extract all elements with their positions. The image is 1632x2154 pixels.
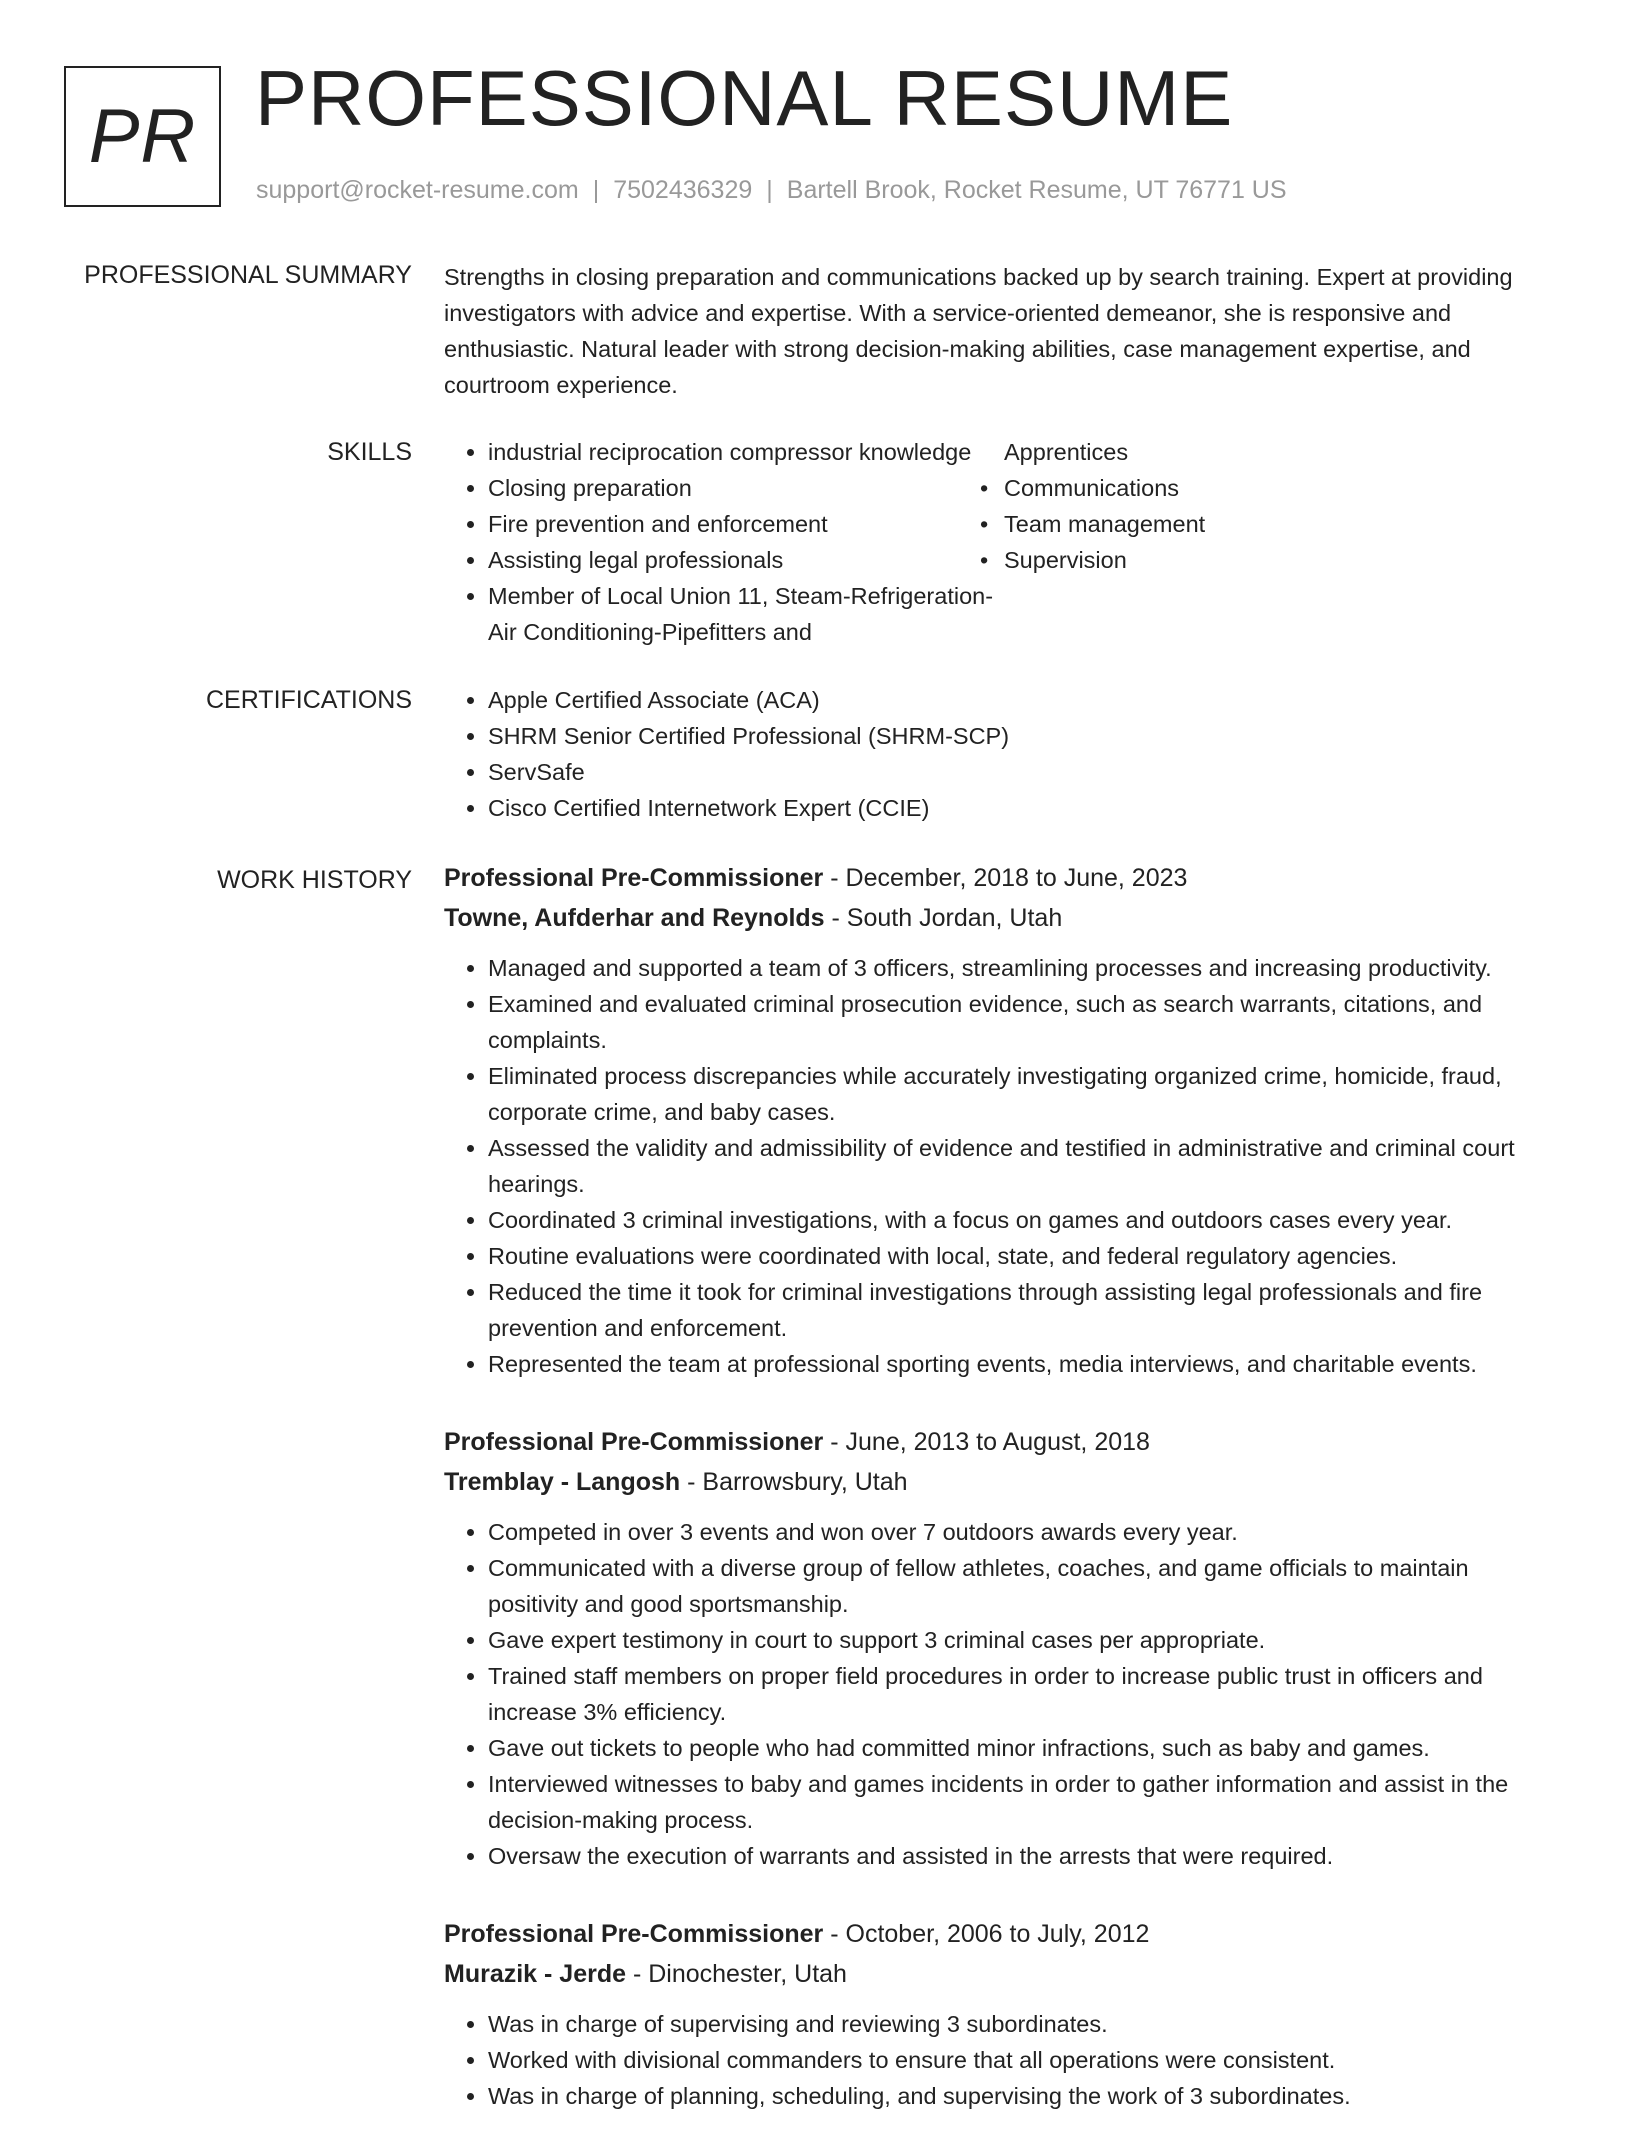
skill-item: • Team management (1004, 506, 1205, 542)
job-bullets (444, 1514, 1564, 1874)
job-entry (444, 1422, 1564, 1874)
job-company: Towne, Aufderhar and Reynolds (444, 904, 825, 932)
skills-column-1 (444, 434, 1004, 650)
certification-item: • Apple Certified Associate (ACA) (488, 682, 1564, 718)
job-company-line (444, 1954, 1564, 1994)
certifications-list (444, 682, 1564, 826)
job-dates: - October, 2006 to July, 2012 (823, 1920, 1150, 1948)
contact-email[interactable]: support@rocket-resume.com (256, 176, 579, 204)
contact-separator: | (592, 176, 600, 204)
job-bullet: • Assessed the validity and admissibility of evidence and testified in administrative and criminal court hearings. (488, 1130, 1564, 1202)
monogram-initials: PR (88, 94, 197, 179)
certification-item: • Cisco Certified Internetwork Expert (CCIE) (488, 790, 1564, 826)
job-bullet: • Competed in over 3 events and won over 7 outdoors awards every year. (488, 1514, 1564, 1550)
job-dates: - December, 2018 to June, 2023 (823, 864, 1188, 892)
job-title: Professional Pre-Commissioner (444, 1920, 824, 1948)
job-bullet: • Trained staff members on proper field procedures in order to increase public trust in officers and increase 3% efficiency. (488, 1658, 1564, 1730)
contact-line (256, 176, 1287, 205)
skill-item: • Communications (1004, 470, 1205, 506)
job-bullets (444, 950, 1564, 1382)
skill-item: • Supervision (1004, 542, 1205, 578)
summary-text: Strengths in closing preparation and communications backed up by search training. Expert at providing investigators with advice and expertise. With a service-oriented demeanor, she is responsive and enthusiastic. Natural leader with strong decision-making abilities, case management expertise, and courtroom experience. (444, 264, 1513, 398)
skill-item: • Fire prevention and enforcement (488, 506, 1004, 542)
section-label-certifications: CERTIFICATIONS (205, 686, 412, 714)
job-bullet: • Interviewed witnesses to baby and games incidents in order to gather information and assist in the decision-making process. (488, 1766, 1564, 1838)
job-location: - Dinochester, Utah (626, 1960, 847, 1988)
job-bullet: • Worked with divisional commanders to ensure that all operations were consistent. (488, 2042, 1564, 2078)
job-company: Tremblay - Langosh (444, 1468, 681, 1496)
job-bullets (444, 2006, 1564, 2114)
job-bullet: • Examined and evaluated criminal prosecution evidence, such as search warrants, citations, and complaints. (488, 986, 1564, 1058)
work-history-content (444, 858, 1564, 2154)
job-entry (444, 858, 1564, 1382)
job-bullet: • Eliminated process discrepancies while accurately investigating organized crime, homicide, fraud, corporate crime, and baby cases. (488, 1058, 1564, 1130)
job-location: - Barrowsbury, Utah (680, 1468, 908, 1496)
skill-item: Apprentices (1004, 439, 1129, 465)
job-bullet: • Was in charge of planning, scheduling, and supervising the work of 3 subordinates. (488, 2078, 1564, 2114)
job-company: Murazik - Jerde (444, 1960, 627, 1988)
job-bullet: • Oversaw the execution of warrants and assisted in the arrests that were required. (488, 1838, 1564, 1874)
certification-item: • SHRM Senior Certified Professional (SHRM-SCP) (488, 718, 1564, 754)
job-bullet: • Gave expert testimony in court to support 3 criminal cases per appropriate. (488, 1622, 1564, 1658)
certifications-content (444, 682, 1564, 826)
job-bullet: • Routine evaluations were coordinated with local, state, and federal regulatory agencies. (488, 1238, 1564, 1274)
section-label-skills: SKILLS (327, 438, 412, 466)
job-title: Professional Pre-Commissioner (444, 864, 824, 892)
job-bullet: • Coordinated 3 criminal investigations, with a focus on games and outdoors cases every year. (488, 1202, 1564, 1238)
resume-title: PROFESSIONAL RESUME (255, 54, 1234, 142)
job-title: Professional Pre-Commissioner (444, 1428, 824, 1456)
job-title-line (444, 1914, 1564, 1954)
job-bullet: • Represented the team at professional sporting events, media interviews, and charitable events. (488, 1346, 1564, 1382)
job-company-line (444, 898, 1564, 938)
contact-address: Bartell Brook, Rocket Resume, UT 76771 US (786, 176, 1287, 204)
section-label-summary: PROFESSIONAL SUMMARY (84, 261, 412, 289)
monogram-box (64, 66, 221, 207)
job-bullet: • Managed and supported a team of 3 officers, streamlining processes and increasing productivity. (488, 950, 1564, 986)
skill-item: • Closing preparation (488, 470, 1004, 506)
section-label-work-history: WORK HISTORY (217, 866, 412, 894)
certification-item: • ServSafe (488, 754, 1564, 790)
job-location: - South Jordan, Utah (824, 904, 1063, 932)
skill-item: • industrial reciprocation compressor knowledge (488, 434, 1004, 470)
job-bullet: • Was in charge of supervising and reviewing 3 subordinates. (488, 2006, 1564, 2042)
skills-list-1 (444, 434, 1004, 650)
job-dates: - June, 2013 to August, 2018 (823, 1428, 1150, 1456)
job-bullet: • Communicated with a diverse group of fellow athletes, coaches, and game officials to maintain positivity and good sportsmanship. (488, 1550, 1564, 1622)
job-company-line (444, 1462, 1564, 1502)
job-bullet: • Reduced the time it took for criminal investigations through assisting legal professionals and fire prevention and enforcement. (488, 1274, 1564, 1346)
contact-separator: | (766, 176, 773, 204)
job-bullet: • Gave out tickets to people who had committed minor infractions, such as baby and games. (488, 1730, 1564, 1766)
skills-content (444, 434, 1564, 650)
job-title-line (444, 858, 1564, 898)
job-entry (444, 1914, 1564, 2114)
skills-list-2 (1004, 434, 1205, 578)
skill-item: • Member of Local Union 11, Steam-Refrigeration-Air Conditioning-Pipefitters and (488, 578, 1004, 650)
skills-column-2 (1004, 434, 1205, 650)
skill-item: • Assisting legal professionals (488, 542, 1004, 578)
job-title-line (444, 1422, 1564, 1462)
contact-phone[interactable]: 7502436329 (613, 176, 753, 204)
